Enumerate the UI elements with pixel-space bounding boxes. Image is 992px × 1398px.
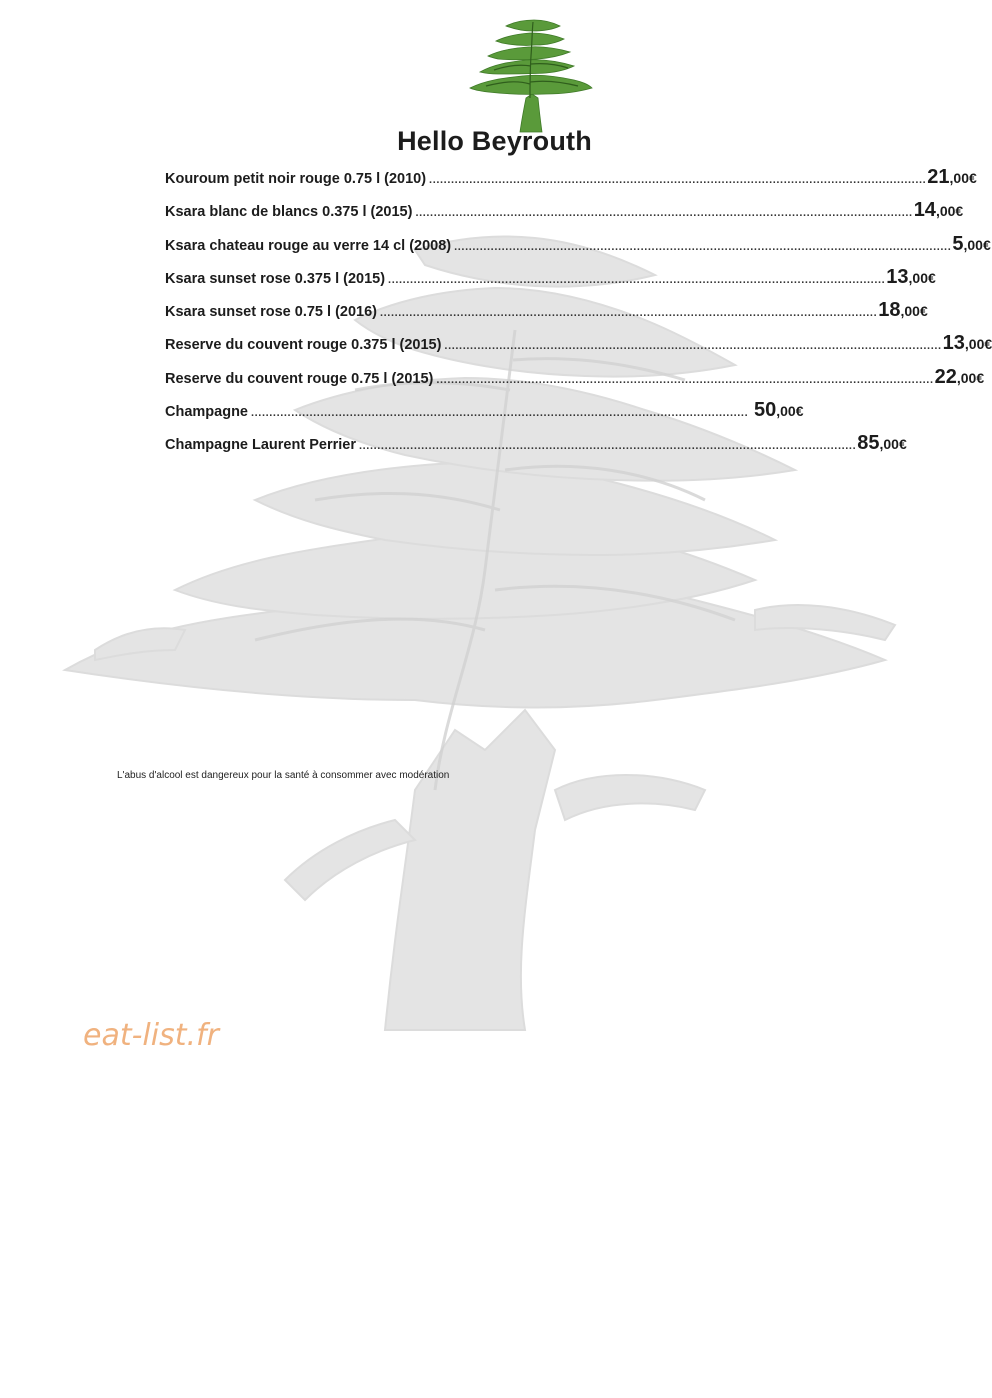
dot-leader: ........................................................................................................................................ bbox=[251, 407, 749, 420]
dot-leader: ........................................................................................................................................ bbox=[388, 273, 886, 286]
watermark: eat-list.fr bbox=[83, 1018, 219, 1053]
menu-item bbox=[165, 199, 964, 232]
menu-item-name: Champagne Laurent Perrier bbox=[165, 437, 356, 454]
dot-leader: ........................................................................................................................................ bbox=[415, 207, 913, 220]
menu-item bbox=[165, 265, 936, 299]
menu-item-name: Champagne bbox=[165, 404, 248, 421]
menu-item-name: Kouroum petit noir rouge 0.75 l (2010) bbox=[165, 171, 427, 187]
dot-leader: ........................................................................................................................................ bbox=[436, 373, 934, 386]
menu-item-price: 50,00€ bbox=[754, 399, 804, 422]
menu-item-price: 14,00€ bbox=[913, 199, 964, 222]
menu-item bbox=[165, 166, 977, 199]
menu-item-price: 5,00€ bbox=[952, 232, 991, 255]
cedar-tree-logo-icon bbox=[466, 14, 594, 132]
menu-item-price: 21,00€ bbox=[927, 166, 977, 188]
dot-leader: ........................................................................................................................................ bbox=[444, 340, 942, 353]
menu-item bbox=[165, 299, 928, 332]
menu-item-price: 22,00€ bbox=[934, 365, 985, 388]
page-title: Hello Beyrouth bbox=[397, 126, 592, 156]
menu-item-name: Ksara sunset rose 0.375 l (2015) bbox=[165, 270, 386, 287]
dot-leader: ........................................................................................................................................ bbox=[379, 307, 878, 320]
dot-leader: ........................................................................................................................................ bbox=[454, 240, 952, 253]
menu-item bbox=[165, 399, 812, 432]
menu-item-name: Reserve du couvent rouge 0.75 l (2015) bbox=[165, 370, 434, 387]
menu-item bbox=[165, 365, 985, 399]
menu-item bbox=[165, 232, 991, 266]
menu-item-price: 13,00€ bbox=[942, 332, 992, 355]
menu-item bbox=[165, 432, 907, 465]
menu-item bbox=[165, 332, 992, 365]
menu-item-name: Ksara sunset rose 0.75 l (2016) bbox=[165, 304, 377, 321]
menu-item-price: 85,00€ bbox=[857, 432, 907, 455]
menu-item-name: Reserve du couvent rouge 0.375 l (2015) bbox=[165, 337, 442, 354]
dot-leader: ........................................................................................................................................ bbox=[358, 440, 857, 453]
menu-item-name: Ksara chateau rouge au verre 14 cl (2008) bbox=[165, 237, 452, 254]
dot-leader: ........................................................................................................................................ bbox=[429, 174, 927, 186]
wine-menu-list bbox=[165, 166, 992, 466]
menu-item-name: Ksara blanc de blancs 0.375 l (2015) bbox=[165, 204, 413, 221]
alcohol-disclaimer: L'abus d'alcool est dangereux pour la santé à consommer avec modération bbox=[117, 770, 450, 781]
menu-item-price: 13,00€ bbox=[886, 265, 936, 288]
menu-item-price: 18,00€ bbox=[878, 299, 928, 322]
